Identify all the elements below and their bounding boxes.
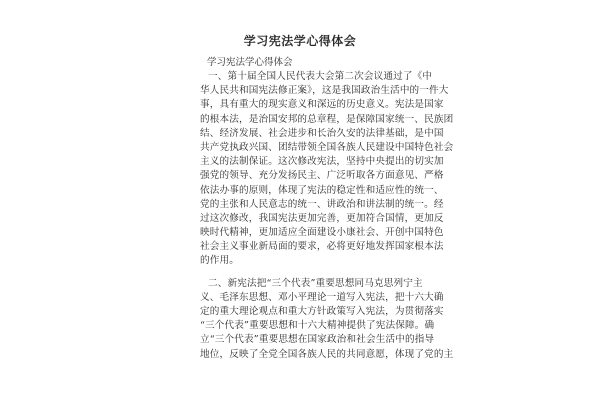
paragraph-line: 的根本法，是治国安邦的总章程，是保障国家统一、民族团 <box>200 113 454 125</box>
document-body <box>200 70 454 362</box>
paragraph-line: 映时代精神，更加适应全面建设小康社会、开创中国特色 <box>200 227 444 239</box>
paragraph-line: 共产党执政兴国、团结带领全国各族人民建设中国特色社会 <box>200 141 454 153</box>
paragraph-gap <box>200 269 414 277</box>
paragraph-line: 结、经济发展、社会进步和长治久安的法律基础，是中国 <box>200 127 444 139</box>
paragraph-line: 二、新宪法把“三个代表”重要思想同马克思列宁主 <box>208 277 423 289</box>
paragraph-line: 主义的法制保证。这次修改宪法，坚持中央提出的切实加 <box>200 156 444 168</box>
paragraph-line: 社会主义事业新局面的要求，必将更好地发挥国家根本法 <box>200 241 444 253</box>
paragraph-line: 依法办事的原则，体现了宪法的稳定性和适应性的统一、 <box>200 184 444 196</box>
paragraph-line: 立“三个代表”重要思想在国家政治和社会生活中的指导 <box>200 334 435 346</box>
paragraph-line: 地位，反映了全党全国各族人民的共同意愿，体现了党的主 <box>200 348 454 360</box>
paragraph-2 <box>200 277 454 362</box>
paragraph-line: 义、毛泽东思想、邓小平理论一道写入宪法，把十六大确 <box>200 291 444 303</box>
paragraph-line: 一、第十届全国人民代表大会第二次会议通过了《中 <box>208 71 433 82</box>
paragraph-line: “三个代表”重要思想和十六大精神提供了宪法保障。确 <box>200 320 435 332</box>
paragraph-line: 华人民共和国宪法修正案》，这是我国政治生活中的一件大 <box>200 85 449 97</box>
document-title: 学习宪法学心得体会 <box>243 34 357 48</box>
document-subtitle: 学习宪法学心得体会 <box>207 57 293 68</box>
paragraph-line: 定的重大理论观点和重大方针政策写入宪法，为贯彻落实 <box>200 306 444 317</box>
paragraph-line: 强党的领导、充分发扬民主、广泛听取各方面意见、严格 <box>200 170 444 182</box>
paragraph-line: 党的主张和人民意志的统一、讲政治和讲法制的统一。经 <box>200 198 444 210</box>
paragraph-line: 的作用。 <box>200 255 239 267</box>
paragraph-line: 事，具有重大的现实意义和深远的历史意义。宪法是国家 <box>200 99 444 111</box>
paragraph-1 <box>200 70 454 269</box>
paragraph-line: 过这次修改，我国宪法更加完善，更加符合国情，更加反 <box>200 212 444 224</box>
